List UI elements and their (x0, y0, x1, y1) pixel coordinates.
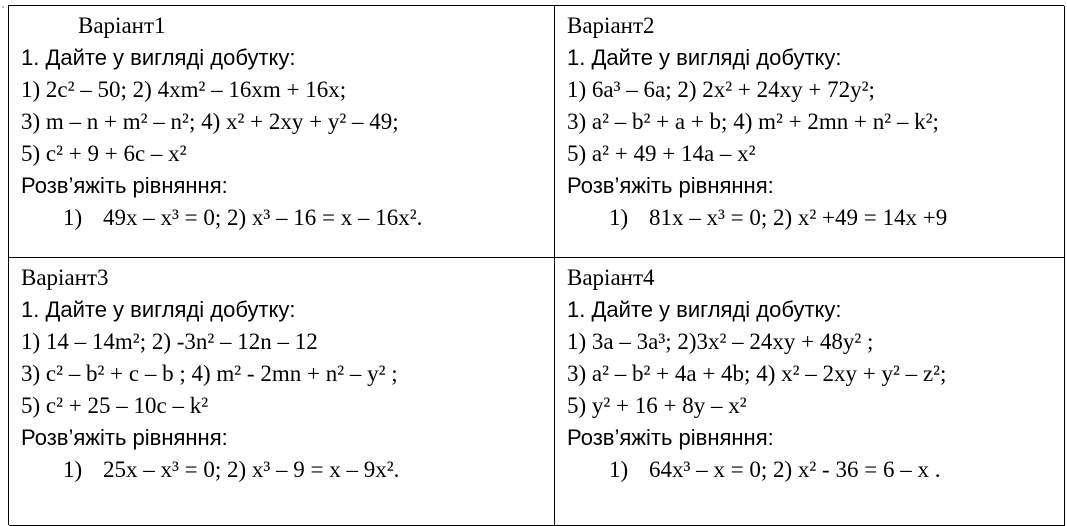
variant-title: Варіант4 (567, 265, 655, 290)
corner-mark: ˎ (1, 0, 6, 9)
variant-title: Варіант3 (21, 265, 109, 290)
task-line: 3) a² – b² + a + b; 4) m² + 2mn + n² – k²; (567, 109, 939, 134)
task-line: 5) y² + 16 + 8y – x² (567, 393, 747, 418)
equation-line (21, 202, 554, 234)
task-line: 5) c² + 9 + 6c – x² (21, 141, 187, 166)
task-line: 1) 2c² – 50; 2) 4xm² – 16xm + 16x; (21, 77, 347, 102)
task-heading: 1. Дайте у вигляді добутку: (21, 45, 296, 70)
equation-text: 64x³ – x = 0; 2) x² - 36 = 6 – x . (649, 457, 941, 482)
equation-line (21, 454, 554, 486)
variant-title: Варіант1 (78, 13, 166, 38)
task-line: 1) 6a³ – 6a; 2) 2x² + 24xy + 72y²; (567, 77, 875, 102)
task-heading: 1. Дайте у вигляді добутку: (567, 45, 842, 70)
task-line: 3) m – n + m² – n²; 4) x² + 2xy + y² – 49; (21, 109, 399, 134)
equation-text: 49x – x³ = 0; 2) x³ – 16 = x – 16x². (103, 205, 423, 230)
equation-text: 25x – x³ = 0; 2) x³ – 9 = x – 9x². (103, 457, 400, 482)
task-line: 1) 14 – 14m²; 2) -3n² – 12n – 12 (21, 329, 318, 354)
equation-number: 1) (63, 205, 83, 230)
variant-3-cell (9, 258, 555, 526)
task-line: 3) c² – b² + c – b ; 4) m² - 2mn + n² – y² ; (21, 361, 398, 386)
variant-2-cell (555, 6, 1065, 258)
variants-table (8, 5, 1064, 525)
task-line: 1) 3a – 3a³; 2)3x² – 24xy + 48y² ; (567, 329, 874, 354)
equation-number: 1) (609, 457, 629, 482)
solve-heading: Розв’яжіть рівняння: (567, 173, 774, 198)
solve-heading: Розв’яжіть рівняння: (21, 425, 228, 450)
variant-1-cell (9, 6, 555, 258)
task-line: 3) a² – b² + 4a + 4b; 4) x² – 2xy + y² – z²; (567, 361, 947, 386)
equation-number: 1) (609, 205, 629, 230)
task-heading: 1. Дайте у вигляді добутку: (21, 297, 296, 322)
task-heading: 1. Дайте у вигляді добутку: (567, 297, 842, 322)
equation-number: 1) (63, 457, 83, 482)
equation-line (567, 202, 1064, 234)
task-line: 5) c² + 25 – 10c – k² (21, 393, 209, 418)
equation-text: 81x – x³ = 0; 2) x² +49 = 14x +9 (649, 205, 948, 230)
variant-title: Варіант2 (567, 13, 655, 38)
solve-heading: Розв’яжіть рівняння: (21, 173, 228, 198)
variant-4-cell (555, 258, 1065, 526)
solve-heading: Розв’яжіть рівняння: (567, 425, 774, 450)
task-line: 5) a² + 49 + 14a – x² (567, 141, 756, 166)
equation-line (567, 454, 1064, 486)
